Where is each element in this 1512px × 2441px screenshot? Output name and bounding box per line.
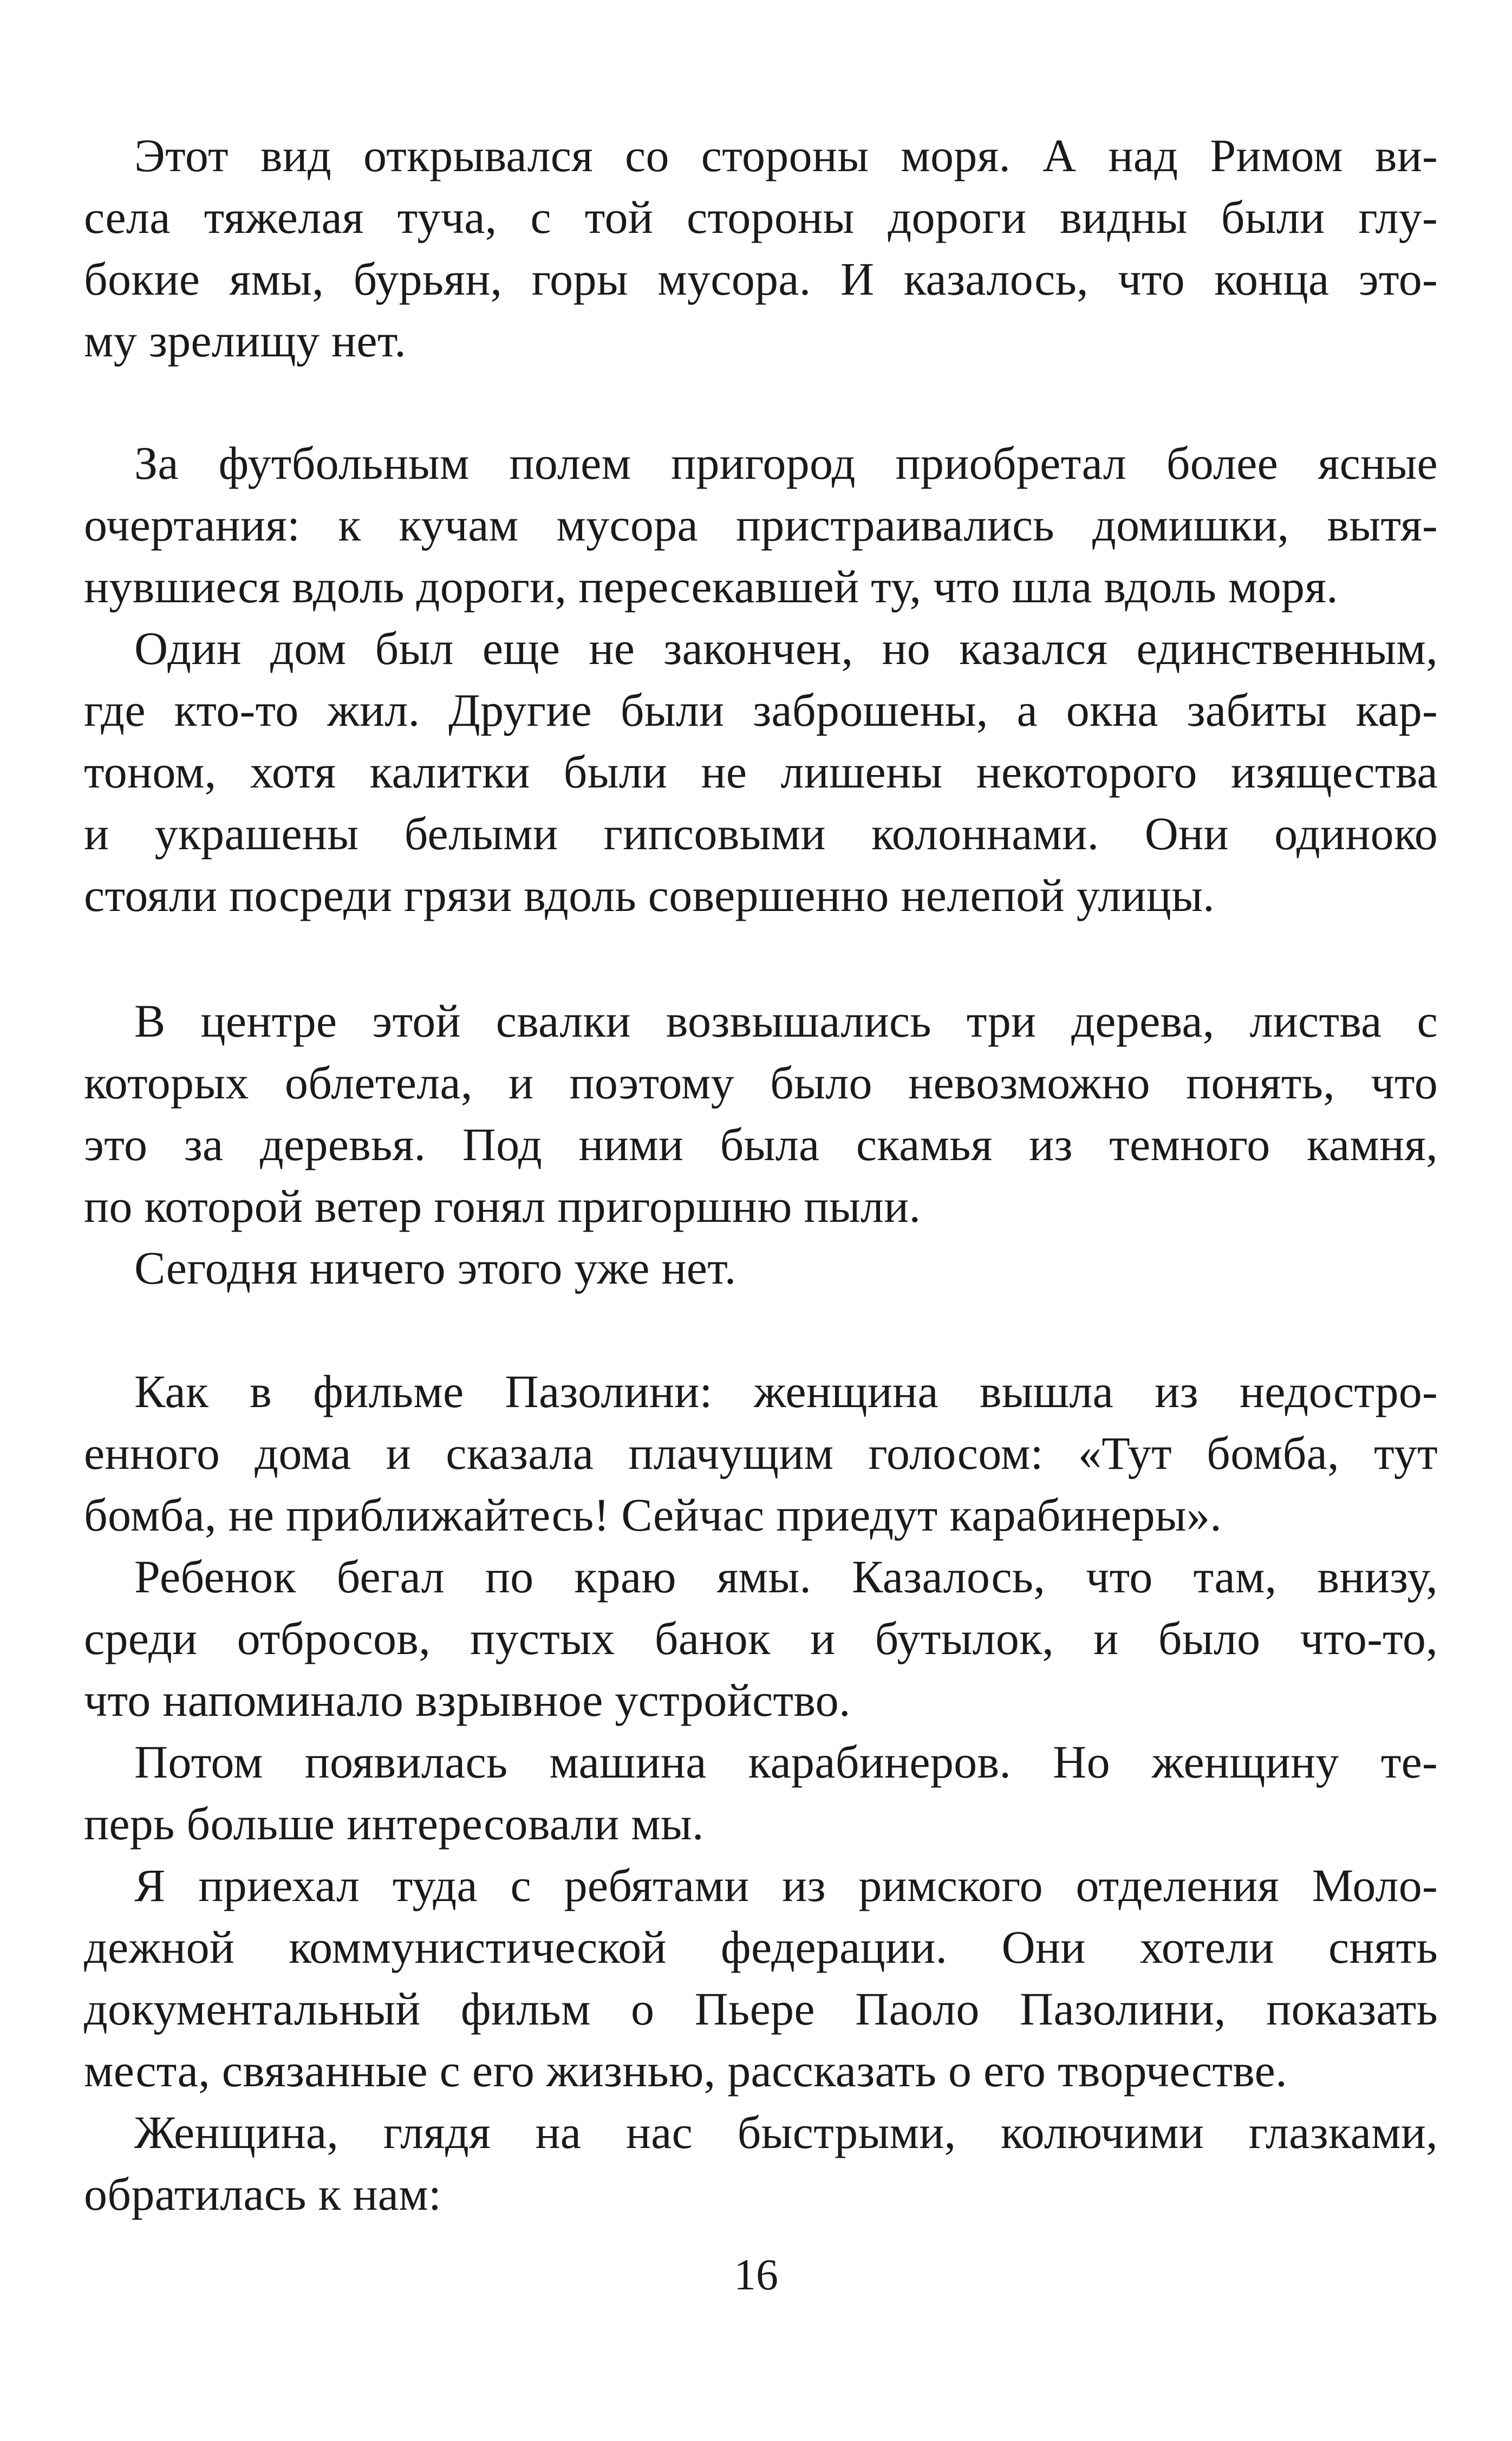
page-number: 16: [734, 2250, 778, 2299]
text-line: Этот вид открывался со стороны моря. А над Римом ви-: [134, 129, 1438, 181]
text-line: документальный фильм о Пьере Паоло Пазолини, показать: [84, 1983, 1438, 2035]
text-line: которых облетела, и поэтому было невозможно понять, что: [84, 1057, 1438, 1109]
text-line: и украшены белыми гипсовыми колоннами. Они одиноко: [84, 808, 1438, 860]
text-line: Я приехал туда с ребятами из римского отделения Моло-: [134, 1859, 1438, 1911]
text-line: нувшиеся вдоль дороги, пересекавшей ту, что шла вдоль моря.: [84, 561, 1339, 613]
text-line: бомба, не приближайтесь! Сейчас приедут карабинеры».: [84, 1489, 1222, 1541]
text-line: тоном, хотя калитки были не лишены некоторого изящества: [84, 746, 1438, 798]
text-line: что напоминало взрывное устройство.: [84, 1674, 851, 1726]
text-line: Потом появилась машина карабинеров. Но женщину те-: [134, 1736, 1438, 1788]
text-line: перь больше интересовали мы.: [84, 1798, 704, 1850]
text-line: За футбольным полем пригород приобретал более ясные: [134, 437, 1438, 489]
text-line: села тяжелая туча, с той стороны дороги видны были глу-: [84, 191, 1438, 243]
text-line: это за деревья. Под ними была скамья из темного камня,: [84, 1118, 1438, 1170]
text-line: Сегодня ничего этого уже нет.: [134, 1242, 737, 1294]
text-line: енного дома и сказала плачущим голосом: «Тут бомба, тут: [84, 1427, 1438, 1479]
text-line: Один дом был еще не закончен, но казался единственным,: [134, 622, 1438, 674]
text-line: очертания: к кучам мусора пристраивались домишки, вытя-: [84, 499, 1438, 551]
text-line: места, связанные с его жизнью, рассказать о его творчестве.: [84, 2045, 1287, 2097]
text-line: по которой ветер гонял пригоршню пыли.: [84, 1180, 921, 1232]
text-line: Ребенок бегал по краю ямы. Казалось, что там, внизу,: [134, 1551, 1438, 1603]
text-line: дежной коммунистической федерации. Они хотели снять: [84, 1921, 1438, 1973]
text-line: Женщина, глядя на нас быстрыми, колючими глазками,: [134, 2106, 1438, 2158]
text-line: среди отбросов, пустых банок и бутылок, и было что-то,: [84, 1612, 1438, 1664]
text-line: обратилась к нам:: [84, 2168, 442, 2220]
text-line: В центре этой свалки возвышались три дерева, листва с: [134, 995, 1438, 1047]
text-line: стояли посреди грязи вдоль совершенно нелепой улицы.: [84, 869, 1215, 921]
text-line: Как в фильме Пазолини: женщина вышла из недостро-: [134, 1365, 1438, 1417]
text-line: бокие ямы, бурьян, горы мусора. И казалось, что конца это-: [84, 253, 1438, 305]
text-line: где кто-то жил. Другие были заброшены, а окна забиты кар-: [84, 684, 1438, 736]
text-line: му зрелищу нет.: [84, 315, 407, 367]
